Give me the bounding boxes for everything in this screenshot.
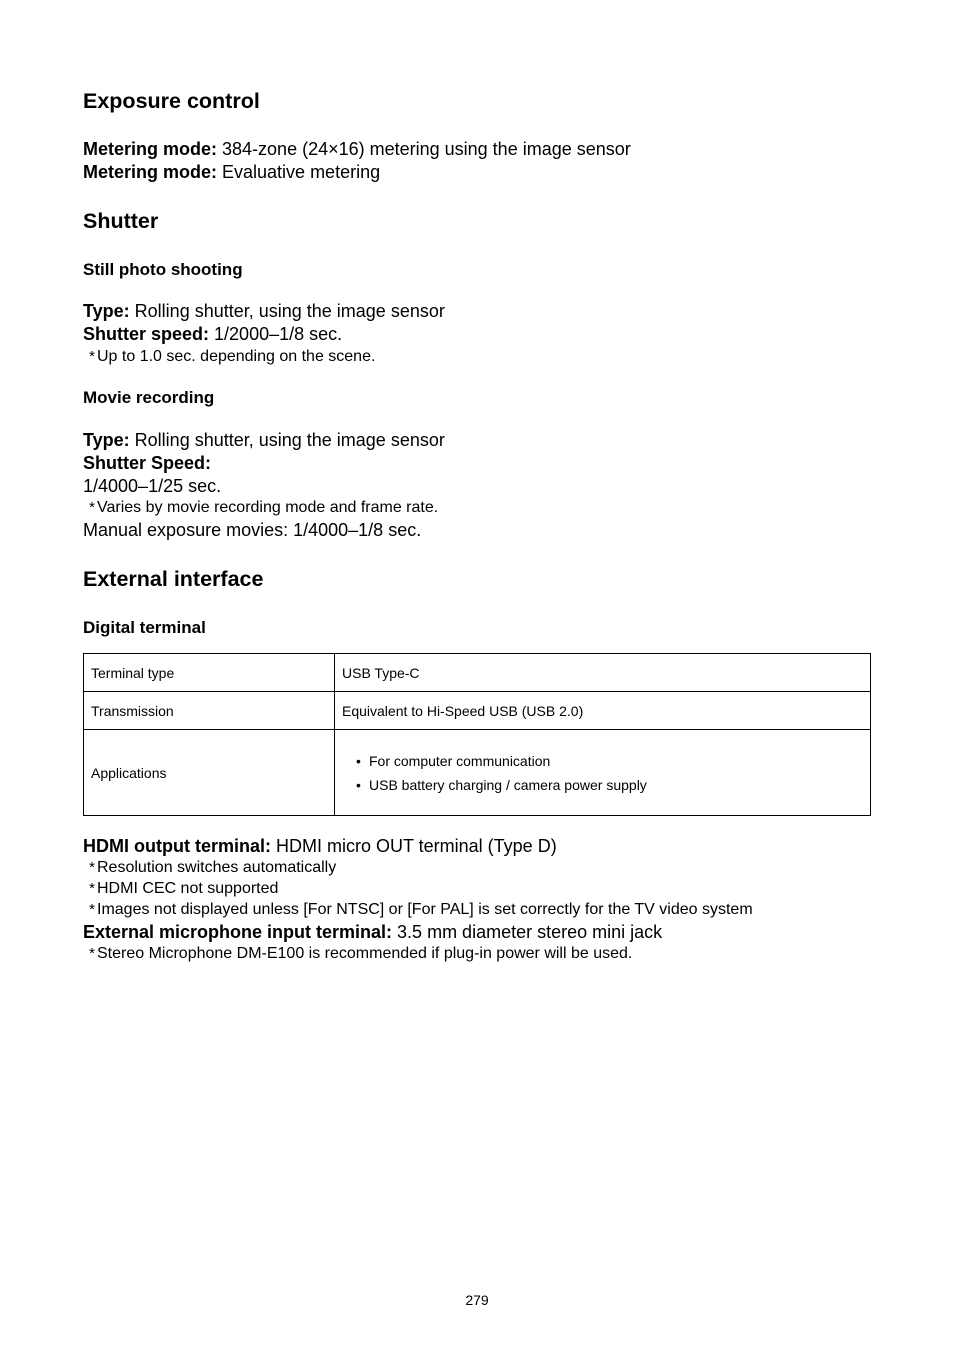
table-cell-label: Transmission: [84, 692, 335, 730]
mic-footnote: [83, 945, 632, 963]
bullet-icon: •: [356, 752, 361, 769]
footnote-text: Stereo Microphone DM-E100 is recommended if plug-in power will be used.: [97, 945, 633, 962]
type-value: Rolling shutter, using the image sensor: [129, 430, 445, 450]
hdmi-footnote-1: [83, 859, 336, 877]
hdmi-footnote-3: [83, 901, 753, 919]
metering-mode-line-2: [83, 162, 380, 183]
hdmi-output-line: [83, 836, 557, 857]
footnote-marker: *: [89, 348, 95, 365]
footnote-text: Resolution switches automatically: [97, 859, 337, 876]
still-footnote: [83, 348, 375, 366]
table-cell-label: Applications: [84, 730, 335, 816]
list-item: [356, 749, 870, 773]
mic-input-line: [83, 922, 662, 943]
shutter-speed-value: 1/2000–1/8 sec.: [209, 324, 343, 344]
footnote-text: Varies by movie recording mode and frame rate.: [97, 499, 439, 516]
footnote-text: HDMI CEC not supported: [97, 880, 279, 897]
section-heading-external-interface: External interface: [83, 567, 264, 591]
table-row: [84, 692, 871, 730]
table-cell-value: [335, 730, 871, 816]
metering-mode-value: 384-zone (24×16) metering using the image sensor: [217, 139, 631, 159]
section-heading-exposure: Exposure control: [83, 89, 260, 113]
footnote-marker: *: [89, 901, 95, 918]
movie-speed-label-line: [83, 453, 211, 474]
footnote-marker: *: [89, 945, 95, 962]
movie-speed-value: 1/4000–1/25 sec.: [83, 476, 222, 496]
list-item-text: USB battery charging / camera power supply: [369, 776, 647, 793]
section-heading-shutter: Shutter: [83, 209, 159, 233]
list-item: [356, 773, 870, 797]
table-row: [84, 730, 871, 816]
table-cell-label: Terminal type: [84, 654, 335, 692]
list-item-text: For computer communication: [369, 752, 551, 769]
footnote-text: Up to 1.0 sec. depending on the scene.: [97, 348, 376, 365]
mic-label: External microphone input terminal:: [83, 922, 393, 942]
applications-list: [342, 749, 870, 797]
shutter-speed-label: Shutter speed:: [83, 324, 210, 344]
hdmi-footnote-2: [83, 880, 278, 898]
type-label: Type:: [83, 301, 130, 321]
footnote-marker: *: [89, 499, 95, 516]
table-cell-value: USB Type-C: [335, 654, 871, 692]
footnote-text: Images not displayed unless [For NTSC] or [For PAL] is set correctly for the TV video system: [97, 901, 753, 918]
digital-terminal-table: [83, 653, 871, 816]
manual-exposure-line: Manual exposure movies: 1/4000–1/8 sec.: [83, 520, 422, 540]
metering-mode-label: Metering mode:: [83, 162, 218, 182]
shutter-speed-label: Shutter Speed:: [83, 453, 212, 473]
type-label: Type:: [83, 430, 130, 450]
subheading-still-photo: Still photo shooting: [83, 260, 243, 279]
bullet-icon: •: [356, 776, 361, 793]
movie-type-line: [83, 430, 445, 451]
metering-mode-value: Evaluative metering: [217, 162, 381, 182]
hdmi-label: HDMI output terminal:: [83, 836, 271, 856]
footnote-marker: *: [89, 859, 95, 876]
hdmi-value: HDMI micro OUT terminal (Type D): [270, 836, 557, 856]
still-type-line: [83, 301, 445, 322]
subheading-digital-terminal: Digital terminal: [83, 618, 206, 637]
page-number: 279: [465, 1292, 489, 1308]
still-speed-line: [83, 324, 342, 345]
type-value: Rolling shutter, using the image sensor: [129, 301, 445, 321]
metering-mode-line-1: [83, 139, 631, 160]
movie-footnote: [83, 499, 438, 517]
table-row: [84, 654, 871, 692]
subheading-movie-recording: Movie recording: [83, 388, 215, 407]
table-cell-value: Equivalent to Hi-Speed USB (USB 2.0): [335, 692, 871, 730]
footnote-marker: *: [89, 880, 95, 897]
mic-value: 3.5 mm diameter stereo mini jack: [392, 922, 663, 942]
metering-mode-label: Metering mode:: [83, 139, 218, 159]
